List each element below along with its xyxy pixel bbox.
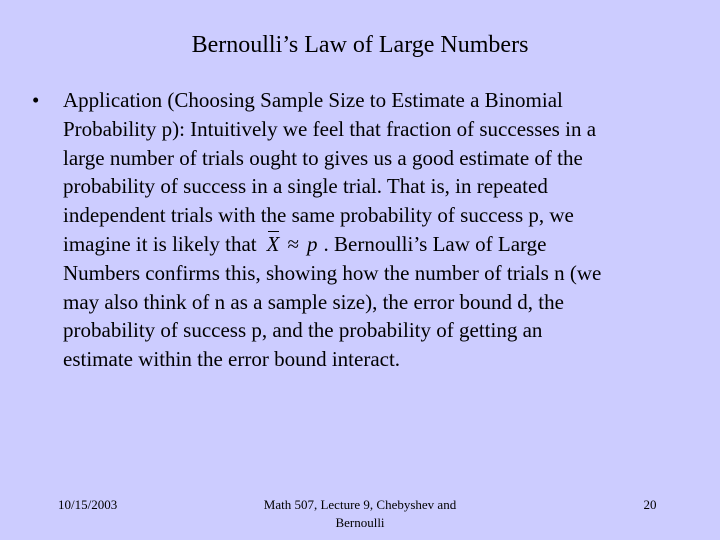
approx-symbol: ≈ [287, 231, 299, 256]
bullet-icon: • [32, 88, 40, 112]
body-line-with-formula [63, 230, 703, 259]
footer-course: Math 507, Lecture 9, Chebyshev and Bernoulli [263, 497, 457, 530]
body-line: probability of success in a single trial. That is, in repeated [63, 174, 548, 199]
bullet-body [63, 86, 703, 374]
p-symbol: p [307, 231, 318, 256]
body-line: may also think of n as a sample size), the error bound d, the [63, 289, 564, 314]
footer-date: 10/15/2003 [58, 497, 118, 512]
slide-title: Bernoulli’s Law of Large Numbers [191, 32, 529, 58]
body-line: estimate within the error bound interact. [63, 347, 401, 372]
body-line: probability of success p, and the probability of getting an [63, 318, 543, 343]
body-line: Application (Choosing Sample Size to Estimate a Binomial [63, 88, 563, 112]
body-text-fragment: . Bernoulli’s Law of Large [323, 231, 547, 256]
body-line: Numbers confirms this, showing how the number of trials n (we [63, 260, 602, 285]
body-line: Probability p): Intuitively we feel that fraction of successes in a [63, 116, 597, 141]
x-bar-symbol: X [267, 230, 280, 259]
formula-x-bar-approx-p [257, 230, 324, 259]
footer-slide-number: 20 [643, 497, 657, 512]
body-text-fragment: imagine it is likely that [63, 231, 257, 256]
body-line: independent trials with the same probability of success p, we [63, 203, 574, 228]
body-line: large number of trials ought to gives us a good estimate of the [63, 145, 583, 170]
